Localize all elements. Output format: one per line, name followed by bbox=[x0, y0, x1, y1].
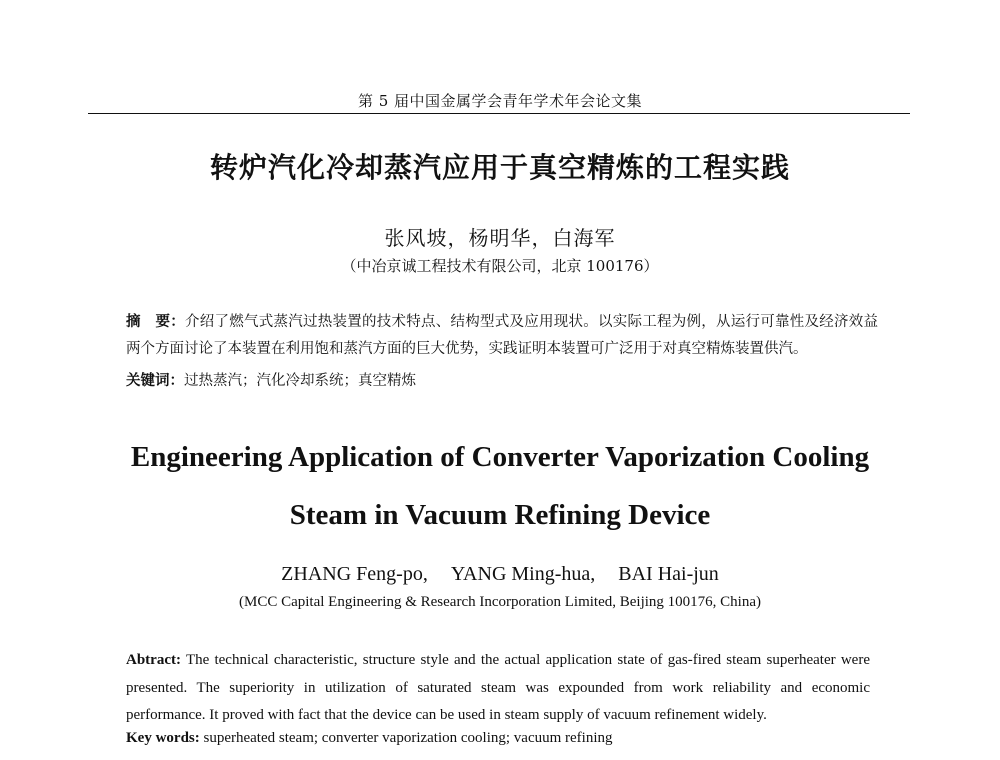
abstract-text-english: The technical characteristic, structure style and the actual application state of gas-fired steam superheater were presented. The superiority in utilization of saturated steam was expounded from work reliability and economic performance. It proved with fact that the device can be used in steam supply of vacuum refinement widely. bbox=[126, 652, 870, 723]
keywords-text-english: superheated steam; converter vaporization cooling; vacuum refining bbox=[203, 730, 613, 746]
author-english: YANG Ming-hua, bbox=[450, 563, 596, 585]
authors-chinese: 张风坡，杨明华，白海军 bbox=[384, 226, 616, 250]
abstract-english bbox=[126, 647, 870, 730]
author-english: ZHANG Feng-po, bbox=[281, 563, 428, 585]
keywords-text-chinese: 过热蒸汽；汽化冷却系统；真空精炼 bbox=[184, 373, 416, 389]
abstract-text-chinese: 介绍了燃气式蒸汽过热装置的技术特点、结构型式及应用现状。以实际工程为例，从运行可靠性及经济效益两个方面讨论了本装置在利用饱和蒸汽方面的巨大优势，实践证明本装置可广泛用于对真空精炼装置供汽。 bbox=[126, 314, 878, 357]
abstract-label-chinese: 摘 要： bbox=[126, 313, 185, 330]
keywords-chinese bbox=[126, 367, 878, 395]
affiliation-chinese: （中冶京诚工程技术有限公司，北京 100176） bbox=[341, 257, 659, 275]
abstract-chinese bbox=[126, 308, 878, 363]
author-english: BAI Hai-jun bbox=[618, 563, 719, 585]
paper-title-chinese: 转炉汽化冷却蒸汽应用于真空精炼的工程实践 bbox=[209, 151, 790, 184]
affiliation-english: (MCC Capital Engineering & Research Incorporation Limited, Beijing 100176, China) bbox=[239, 594, 761, 610]
authors-english bbox=[0, 563, 1000, 586]
paper-title-english-line2: Steam in Vacuum Refining Device bbox=[289, 499, 711, 531]
keywords-label-chinese: 关键词： bbox=[126, 372, 184, 389]
running-header: 第 5 届中国金属学会青年学术年会论文集 bbox=[357, 92, 643, 110]
paper-title-english-line1: Engineering Application of Converter Vaporization Cooling bbox=[130, 441, 870, 473]
abstract-label-english: Abtract: bbox=[126, 652, 181, 668]
paper-title-english bbox=[0, 428, 1000, 544]
keywords-english bbox=[126, 730, 870, 747]
header-divider bbox=[88, 113, 910, 114]
keywords-label-english: Key words: bbox=[126, 730, 200, 746]
